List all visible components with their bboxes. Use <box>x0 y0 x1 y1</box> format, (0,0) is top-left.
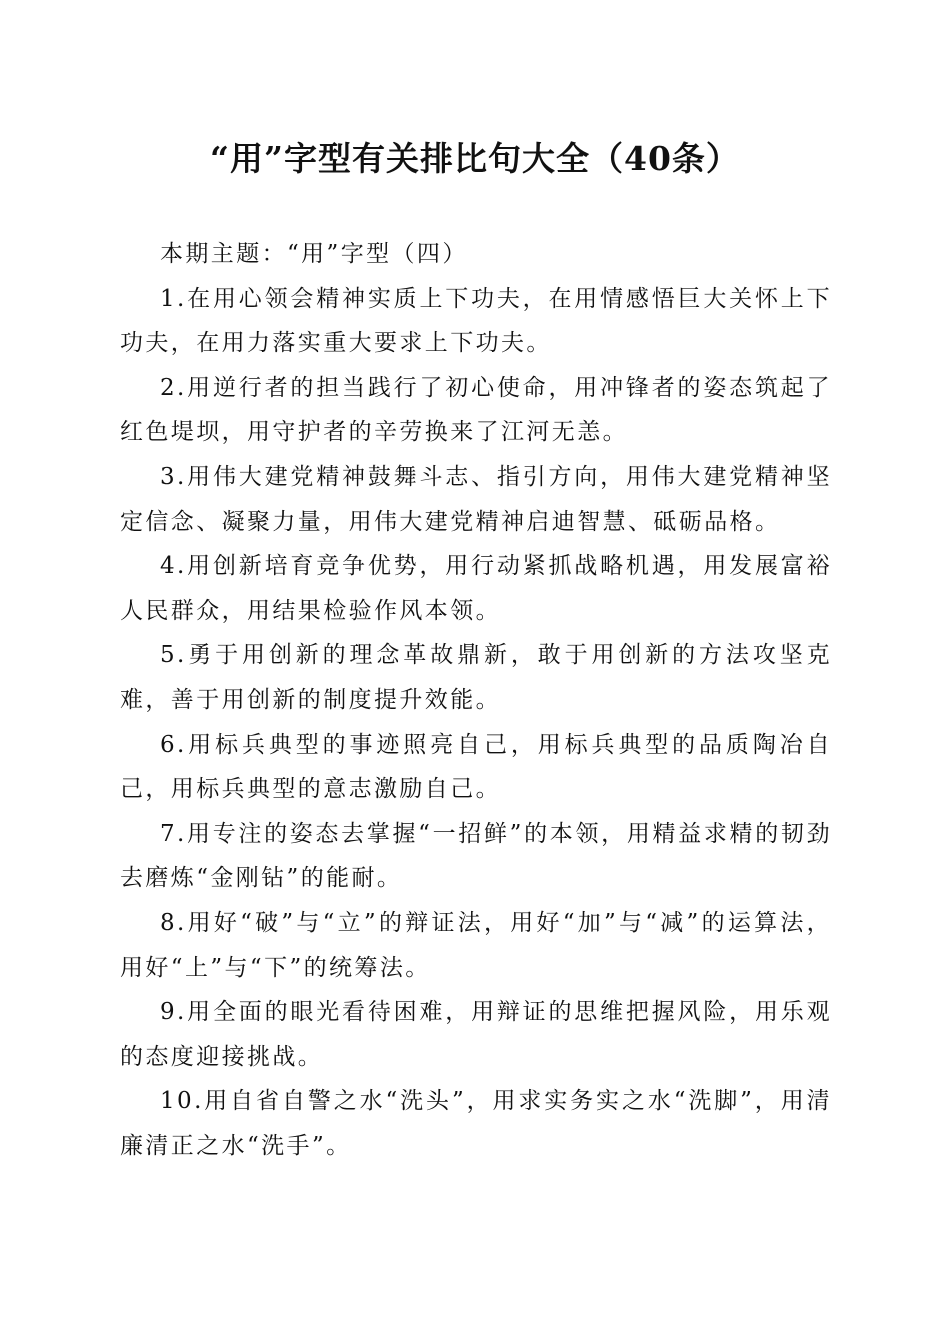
list-item: 4.用创新培育竞争优势，用行动紧抓战略机遇，用发展富裕人民群众，用结果检验作风本领。 <box>120 553 832 624</box>
list-item: 9.用全面的眼光看待困难，用辩证的思维把握风险，用乐观的态度迎接挑战。 <box>120 999 832 1070</box>
list-item: 7.用专注的姿态去掌握“一招鲜”的本领，用精益求精的韧劲去磨炼“金刚钻”的能耐。 <box>120 820 832 892</box>
list-item: 10.用自省自警之水“洗头”，用求实务实之水“洗脚”，用清廉清正之水“洗手”。 <box>120 1088 832 1159</box>
document-body <box>120 232 832 1168</box>
list-item: 6.用标兵典型的事迹照亮自己，用标兵典型的品质陶冶自己，用标兵典型的意志激励自己。 <box>120 731 832 803</box>
theme-line: 本期主题：“用”字型（四） <box>160 241 468 267</box>
list-item: 3.用伟大建党精神鼓舞斗志、指引方向，用伟大建党精神坚定信念、凝聚力量，用伟大建党精神启迪智慧、砥砺品格。 <box>120 463 832 535</box>
document-title: “用”字型有关排比句大全（40条） <box>210 139 740 178</box>
list-item: 1.在用心领会精神实质上下功夫，在用情感悟巨大关怀上下功夫，在用力落实重大要求上下功夫。 <box>120 285 832 357</box>
list-item: 2.用逆行者的担当践行了初心使命，用冲锋者的姿态筑起了红色堤坝，用守护者的辛劳换来了江河无恙。 <box>120 374 832 446</box>
list-item: 5.勇于用创新的理念革故鼎新，敢于用创新的方法攻坚克难，善于用创新的制度提升效能。 <box>120 642 832 713</box>
list-item: 8.用好“破”与“立”的辩证法，用好“加”与“减”的运算法，用好“上”与“下”的统筹法。 <box>120 909 832 981</box>
